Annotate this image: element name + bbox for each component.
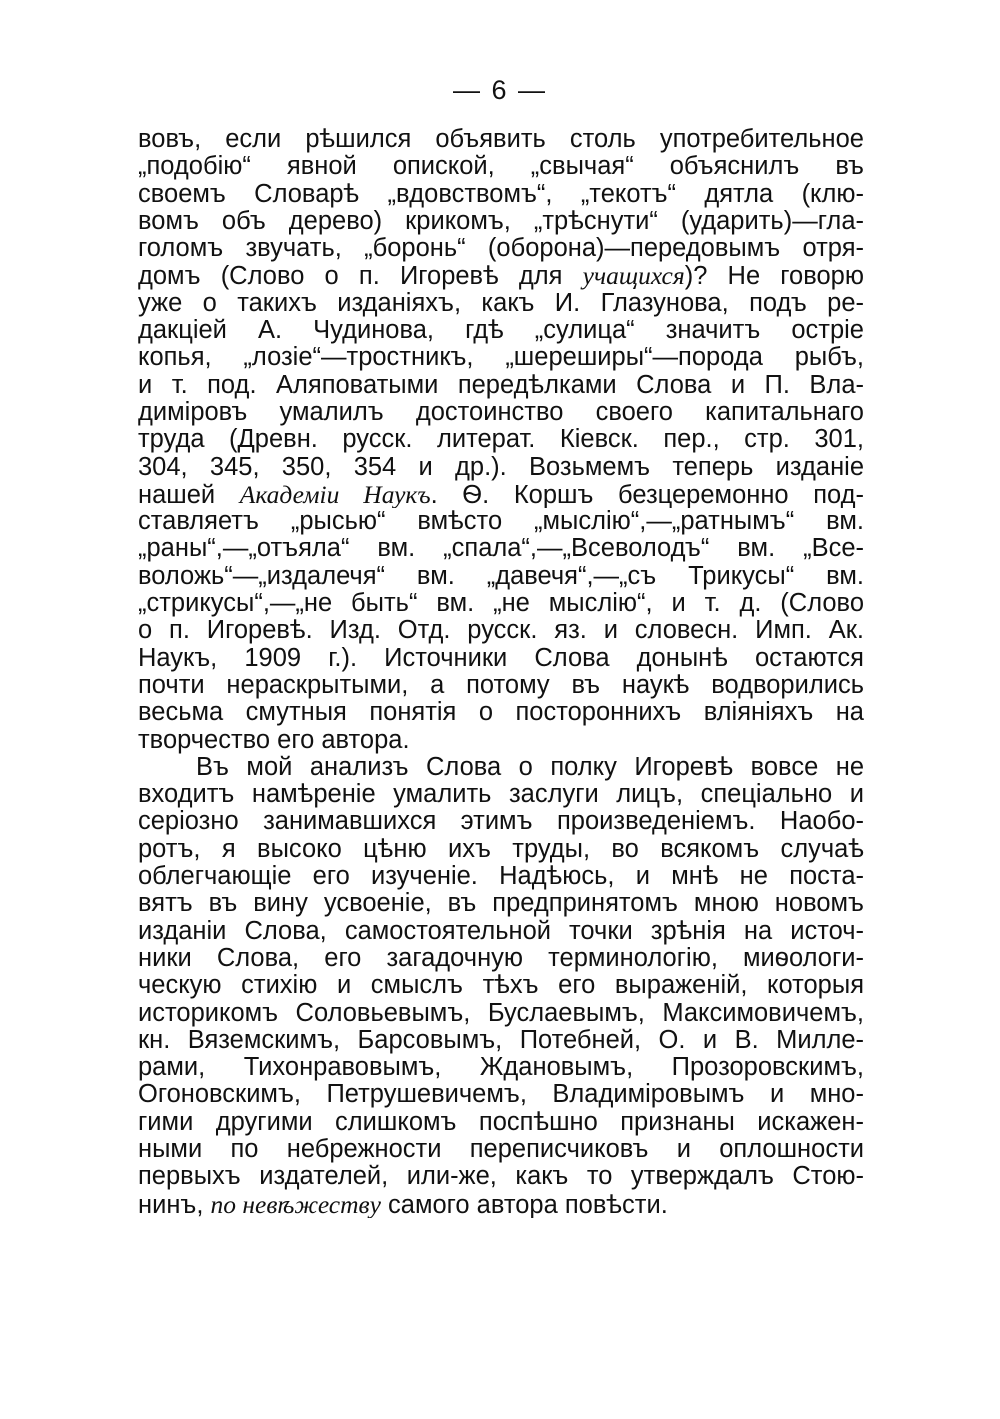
italic-emphasis: учащихся xyxy=(582,262,685,290)
text-line: гими другими слишкомъ поспѣшно признаны искажен- xyxy=(138,1108,864,1136)
text-segment: . Ѳ. Коршъ безцеремонно под- xyxy=(430,480,864,509)
text-line: и т. под. Аляповатыми передѣлками Слова и П. Вла- xyxy=(138,371,864,399)
text-line: вомъ объ дерево) крикомъ, „трѣснути“ (ударить)—гла- xyxy=(138,207,864,235)
text-line: серіозно занимавшихся этимъ произведеніемъ. Наобо- xyxy=(138,808,864,836)
text-line: воложь“—„издалечя“ вм. „давечя“,—„съ Трикусы“ вм. xyxy=(138,562,864,590)
paragraph xyxy=(138,126,864,754)
text-line: ными по небрежности переписчиковъ и оплошности xyxy=(138,1135,864,1163)
text-line: весьма смутныя понятія о постороннихъ вліяніяхъ на xyxy=(138,699,864,727)
text-line: Въ мой анализъ Слова о полку Игоревѣ вовсе не xyxy=(196,753,864,781)
text-segment: )? Не говорю xyxy=(684,262,864,290)
text-line: входитъ намѣреніе умалить заслуги лицъ, спеціально и xyxy=(138,781,864,809)
text-line: ники Слова, его загадочную терминологію, миѳологи- xyxy=(138,944,864,972)
paragraph xyxy=(138,754,864,1218)
text-line: диміровъ умалилъ достоинство своего капитальнаго xyxy=(138,398,864,426)
text-line: 304, 345, 350, 354 и др.). Возьмемъ теперь изданіе xyxy=(138,453,864,481)
text-line: вятъ въ вину усвоеніе, въ предпринятомъ мною новомъ xyxy=(138,890,864,918)
text-segment: нинъ, xyxy=(138,1190,211,1218)
text-line: кн. Вяземскимъ, Барсовымъ, Потебней, О. и В. Милле- xyxy=(138,1026,864,1054)
italic-emphasis: Академіи Наукъ xyxy=(239,480,431,509)
text-line: „подобію“ явной опиской, „свычая“ объяснилъ въ xyxy=(138,153,864,181)
text-line: изданіи Слова, самостоятельной точки зрѣнія на источ- xyxy=(138,917,864,945)
italic-emphasis: по невѣжеству xyxy=(210,1190,381,1218)
text-line: голомъ звучать, „боронь“ (оборона)—передовымъ отря- xyxy=(138,235,864,263)
text-line: „стрикусы“,—„не быть“ вм. „не мыслію“, и т. д. (Слово xyxy=(138,590,864,618)
text-line: своемъ Словарѣ „вдовствомъ“, „текотъ“ дятла (клю- xyxy=(138,180,864,208)
text-line: рами, Тихонравовымъ, Ждановымъ, Прозоровскимъ, xyxy=(138,1054,864,1082)
text-line: ротъ, я высоко цѣню ихъ труды, во всякомъ случаѣ xyxy=(138,835,864,863)
text-line: „раны“,—„отъяла“ вм. „спала“,—„Всеволодъ“ вм. „Все- xyxy=(138,535,864,563)
text-segment: самого автора повѣсти. xyxy=(380,1190,668,1218)
body-text xyxy=(138,126,864,1218)
text-line: ставляетъ „рысью“ вмѣсто „мыслію“,—„ратнымъ“ вм. xyxy=(138,508,864,536)
page-number: — 6 — xyxy=(452,75,548,105)
text-segment: домъ (Слово о п. Игоревѣ для xyxy=(138,262,583,290)
text-line: Огоновскимъ, Петрушевичемъ, Владиміровымъ и мно- xyxy=(138,1081,864,1109)
text-line: о п. Игоревѣ. Изд. Отд. русск. яз. и словесн. Имп. Ак. xyxy=(138,617,864,645)
text-line: Наукъ, 1909 г.). Источники Слова донынѣ остаются xyxy=(138,644,864,672)
text-segment: нашей xyxy=(138,480,240,509)
text-line: труда (Древн. русск. литерат. Кіевск. пер., стр. 301, xyxy=(138,426,864,454)
text-line: творчество его автора. xyxy=(138,726,410,754)
text-line: почти нераскрытыми, а потому въ наукѣ водворились xyxy=(138,671,864,699)
text-line: вовъ, если рѣшился объявить столь употребительное xyxy=(138,126,864,153)
text-line: копья, „лозіе“—тростникъ, „шереширы“—порода рыбъ, xyxy=(138,344,864,372)
text-line xyxy=(138,481,864,508)
text-line: облегчающіе его изученіе. Надѣюсь, и мнѣ не поста- xyxy=(138,863,864,891)
text-line: историкомъ Соловьевымъ, Буслаевымъ, Максимовичемъ, xyxy=(138,999,864,1027)
text-line xyxy=(138,1191,864,1218)
text-line: первыхъ издателей, или-же, какъ то утверждалъ Стою- xyxy=(138,1163,864,1191)
text-line: ческую стихію и смыслъ тѣхъ его выраженій, которыя xyxy=(138,972,864,1000)
text-line xyxy=(138,262,864,289)
text-line: дакціей А. Чудинова, гдѣ „сулица“ значитъ остріе xyxy=(138,317,864,345)
text-line: уже о такихъ изданіяхъ, какъ И. Глазунова, подъ ре- xyxy=(138,289,864,317)
